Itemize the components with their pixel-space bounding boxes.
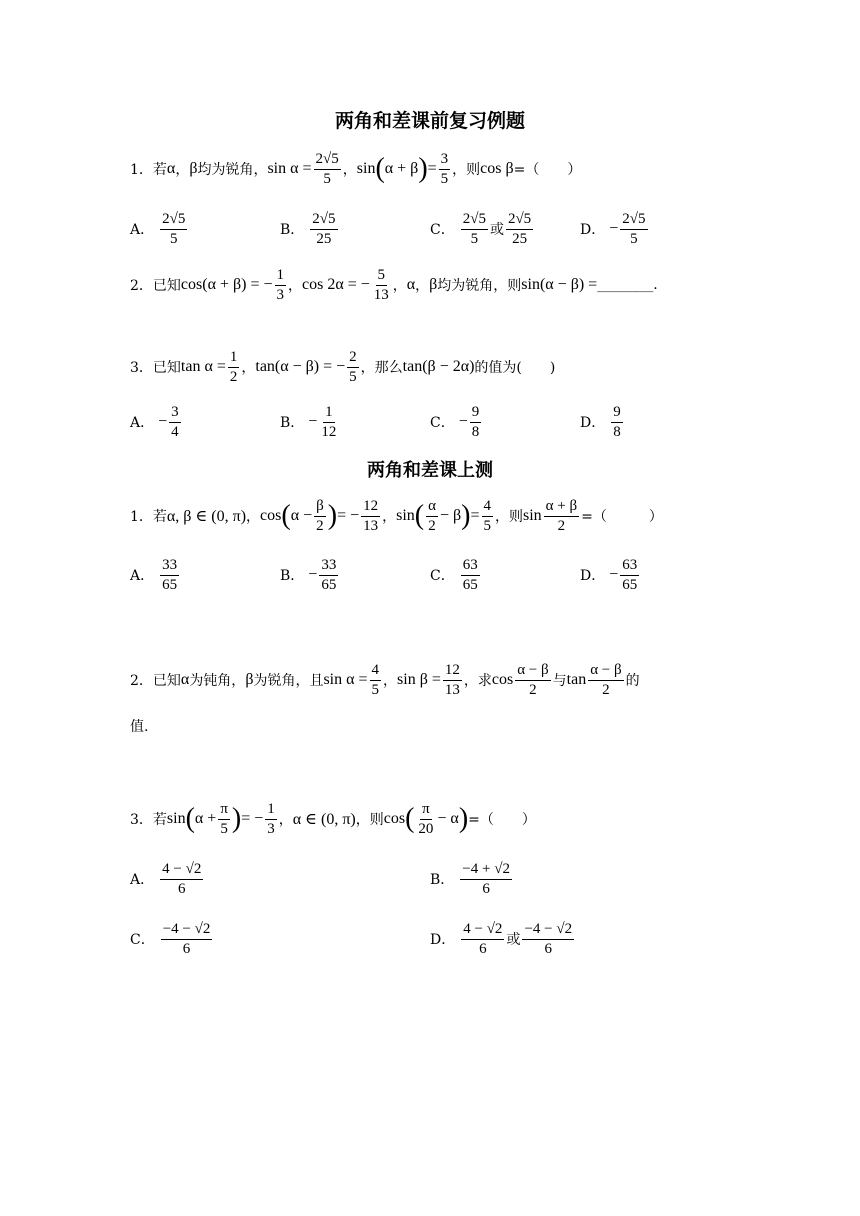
s2q1-option-d: D． − $\frac{63}{65}$: [580, 557, 638, 593]
fraction: $\frac{3}{4}$: [171, 404, 179, 440]
fraction: $\frac{4 - √2}{6}$: [463, 921, 503, 957]
s1-question-1: 1． 若 α ， β 均为锐角， sin α = $\frac{2√5}{5}$ ， sin ( α + β ) = $\frac{3}{5}$ ，则 cos β =（ ）: [130, 151, 582, 187]
s1q3-option-c: C． − $\frac{9}{8}$: [430, 404, 480, 440]
fraction: $\frac{\pi}{20}$: [418, 801, 434, 837]
fraction: $\frac{\alpha - \beta}{2}$: [590, 662, 622, 698]
fraction: $\frac{\alpha - \beta}{2}$: [517, 662, 549, 698]
s2q3-option-a: A． $\frac{4 - √2}{6}$: [130, 861, 202, 897]
s1q3-option-a: A． − $\frac{3}{4}$: [130, 404, 179, 440]
s1q1-option-a: A． $\frac{2√5}{5}$: [130, 211, 186, 247]
fraction: $\frac{4 - √2}{6}$: [162, 861, 202, 897]
s2q3-option-d: D． $\frac{4 - √2}{6}$ 或 $\frac{-4 - √2}{6}$: [430, 921, 573, 957]
s2q1-option-c: C． $\frac{63}{65}$: [430, 557, 478, 593]
fraction: $\frac{\alpha + \beta}{2}$: [545, 498, 578, 534]
fraction: $\frac{2√5}{25}$: [312, 211, 336, 247]
s2q3-option-b: B． $\frac{-4 + √2}{6}$: [430, 861, 510, 897]
fraction: $\frac{12}{13}$: [363, 498, 379, 534]
fraction: $\frac{2√5}{5}$: [462, 211, 486, 247]
fraction: $\frac{2√5}{5}$: [622, 211, 646, 247]
fraction: $\frac{1}{2}$: [229, 349, 238, 385]
fraction: $\frac{9}{8}$: [471, 404, 480, 440]
s1q1-option-d: D． − $\frac{2√5}{5}$: [580, 211, 646, 247]
s2q3-option-c: C． $\frac{-4 - √2}{6}$: [130, 921, 211, 957]
fraction: $\frac{4}{5}$: [483, 498, 491, 534]
fraction: $\frac{2}{5}$: [349, 349, 357, 385]
fraction: $\frac{2√5}{5}$: [315, 151, 339, 187]
s2q1-option-a: A． $\frac{33}{65}$: [130, 557, 178, 593]
fraction: $\frac{-4 - √2}{6}$: [524, 921, 573, 957]
fraction: $\frac{63}{65}$: [622, 557, 638, 593]
fraction: $\frac{\beta}{2}$: [316, 498, 324, 534]
s2q1-option-b: B． − $\frac{33}{65}$: [280, 557, 337, 593]
fraction: $\frac{\alpha}{2}$: [428, 498, 436, 534]
s1q3-option-b: B． − $\frac{1}{12}$: [280, 404, 337, 440]
s1-question-3: 3． 已知 tan α = $\frac{1}{2}$ ， tan(α − β) = − $\frac{2}{5}$ ，那么 tan(β − 2α) 的值为( ): [130, 349, 556, 385]
s2-question-2: 2． 已知 α 为钝角， β 为锐角，且 sin α = $\frac{4}{5}$ ， sin β = $\frac{12}{13}$ ，求 cos $\frac{\alpha - \beta}{2}$ 与 tan $\frac{\alpha - \beta}{2}$ 的: [130, 662, 640, 698]
fraction: $\frac{\pi}{5}$: [220, 801, 228, 837]
s1q3-option-d: D． $\frac{9}{8}$: [580, 404, 621, 440]
fraction: $\frac{2√5}{25}$: [507, 211, 532, 247]
fraction: $\frac{33}{65}$: [162, 557, 178, 593]
title-review: 两角和差课前复习例题: [334, 110, 525, 132]
fraction: $\frac{12}{13}$: [444, 662, 460, 698]
fraction: $\frac{5}{13}$: [373, 267, 389, 303]
fraction: $\frac{4}{5}$: [371, 662, 380, 698]
answer-blank: ________.: [597, 277, 658, 294]
fraction: $\frac{1}{12}$: [321, 404, 337, 440]
s2-question-3: 3． 若 sin ( α + $\frac{\pi}{5}$ ) = − $\frac{1}{3}$ ， α ∈ (0, π) ，则 cos ( $\frac{\pi}{20}$ − α ) =（ ）: [130, 801, 536, 837]
fraction: $\frac{63}{65}$: [462, 557, 478, 593]
fraction: $\frac{33}{65}$: [321, 557, 337, 593]
s1-question-2: 2． 已知 cos(α + β) = − $\frac{1}{3}$ ， cos 2α = − $\frac{5}{13}$ ， α ， β 均为锐角，则 sin(α − β) = ________.: [130, 267, 658, 303]
fraction: $\frac{9}{8}$: [613, 404, 621, 440]
fraction: $\frac{1}{3}$: [276, 267, 284, 303]
fraction: $\frac{-4 - √2}{6}$: [162, 921, 211, 957]
s2-question-1: 1． 若 α, β ∈ (0, π) ， cos ( α − $\frac{\beta}{2}$ ) = − $\frac{12}{13}$ ， sin ( $\frac{\alpha}{2}$ − β ) = $\frac{4}{5}$ ，则 sin $\frac{\alpha + \beta}{2}$ =（ ）: [130, 498, 663, 534]
s1q1-option-b: B． $\frac{2√5}{25}$: [280, 211, 336, 247]
title-test: 两角和差课上测: [367, 460, 493, 481]
fraction: $\frac{1}{3}$: [267, 801, 275, 837]
fraction: $\frac{-4 + √2}{6}$: [462, 861, 510, 897]
s2-question-2-cont: 值.: [130, 719, 149, 735]
fraction: $\frac{3}{5}$: [440, 151, 449, 187]
fraction: $\frac{2√5}{5}$: [162, 211, 186, 247]
s1q1-option-c: C． $\frac{2√5}{5}$ 或 $\frac{2√5}{25}$: [430, 211, 532, 247]
